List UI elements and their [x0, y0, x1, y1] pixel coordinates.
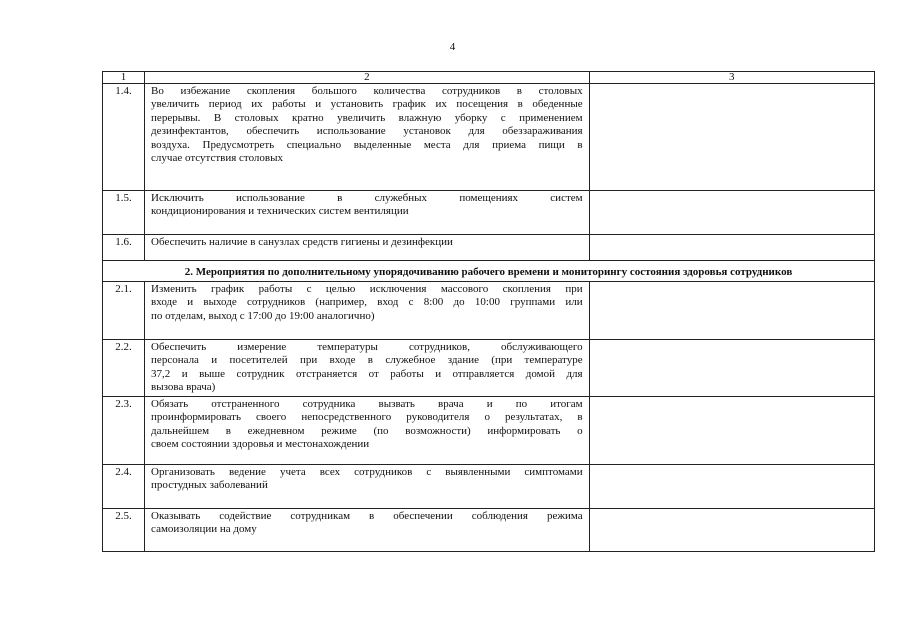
text-line: персонала и посетителей при входе в служебное здание (при температуре	[151, 354, 583, 367]
row-notes	[589, 340, 874, 397]
row-notes	[589, 235, 874, 261]
text-line: перерывы. В столовых кратно увеличить влажную уборку с применением	[151, 111, 583, 124]
table-row	[103, 235, 875, 261]
text-line: входе и выходе сотрудников (например, вход с 8:00 до 10:00 группами или	[151, 296, 583, 309]
table-row	[103, 191, 875, 235]
text-line: вызова врача)	[151, 381, 216, 394]
row-notes	[589, 191, 874, 235]
text-line: самоизоляции на дому	[151, 523, 257, 536]
row-notes	[589, 282, 874, 340]
text-line: своем состоянии здоровья и местонахождении	[151, 438, 370, 451]
text-line: проинформировать своего непосредственного руководителя о результатах, в	[151, 411, 583, 424]
row-number: 2.4.	[103, 465, 145, 509]
table-row	[103, 282, 875, 340]
table-row	[103, 509, 875, 552]
text-line: случае отсутствия столовых	[151, 152, 283, 165]
text-line: воздуха. Предусмотреть специально выделенные места для приема пищи в	[151, 138, 583, 151]
row-notes	[589, 465, 874, 509]
text-line: Оказывать содействие сотрудникам в обеспечении соблюдения режима	[151, 510, 583, 522]
row-text	[145, 340, 590, 397]
text-line: дезинфектантов, обеспечить использование установок для обеззараживания	[151, 125, 583, 138]
text-line: 37,2 и выше сотрудник отстраняется от работы и отправляется домой для	[151, 367, 583, 380]
text-line: дальнейшем в ежедневном режиме (по возможности) информировать о	[151, 424, 583, 437]
row-number: 2.5.	[103, 509, 145, 552]
row-number: 2.2.	[103, 340, 145, 397]
text-line: кондиционирования и технических систем вентиляции	[151, 205, 409, 218]
header-row	[103, 72, 875, 84]
row-text	[145, 397, 590, 465]
row-text	[145, 509, 590, 552]
text-line: увеличить период их работы и установить график их посещения в обеденные	[151, 98, 583, 111]
section-heading-row	[103, 261, 875, 282]
row-number: 1.6.	[103, 235, 145, 261]
row-text	[145, 84, 590, 191]
section-title: 2. Мероприятия по дополнительному упорядочиванию рабочего времени и мониторингу состояния здоровья сотрудников	[103, 261, 875, 282]
table-row	[103, 340, 875, 397]
measures-table	[102, 71, 875, 552]
row-number: 1.5.	[103, 191, 145, 235]
row-text	[145, 282, 590, 340]
text-line: Организовать ведение учета всех сотрудников с выявленными симптомами	[151, 466, 583, 478]
text-line: Обеспечить измерение температуры сотрудников, обслуживающего	[151, 341, 583, 353]
row-number: 2.1.	[103, 282, 145, 340]
text-line: Обеспечить наличие в санузлах средств гигиены и дезинфекции	[151, 236, 453, 248]
text-line: по отделам, выход с 17:00 до 19:00 аналогично)	[151, 309, 375, 322]
table-row	[103, 465, 875, 509]
text-line: Исключить использование в служебных помещениях систем	[151, 192, 583, 204]
row-notes	[589, 509, 874, 552]
header-col-2: 2	[145, 72, 590, 84]
text-line: Изменить график работы с целью исключения массового скопления при	[151, 283, 583, 295]
row-text	[145, 235, 590, 261]
text-line: Во избежание скопления большого количества сотрудников в столовых	[151, 85, 583, 97]
header-col-1: 1	[103, 72, 145, 84]
header-col-3: 3	[589, 72, 874, 84]
row-text	[145, 191, 590, 235]
row-number: 2.3.	[103, 397, 145, 465]
table-row	[103, 397, 875, 465]
row-notes	[589, 84, 874, 191]
row-text	[145, 465, 590, 509]
text-line: Обязать отстраненного сотрудника вызвать врача и по итогам	[151, 398, 583, 410]
row-number: 1.4.	[103, 84, 145, 191]
page-number: 4	[449, 41, 456, 53]
row-notes	[589, 397, 874, 465]
text-line: простудных заболеваний	[151, 479, 268, 492]
table-row	[103, 84, 875, 191]
